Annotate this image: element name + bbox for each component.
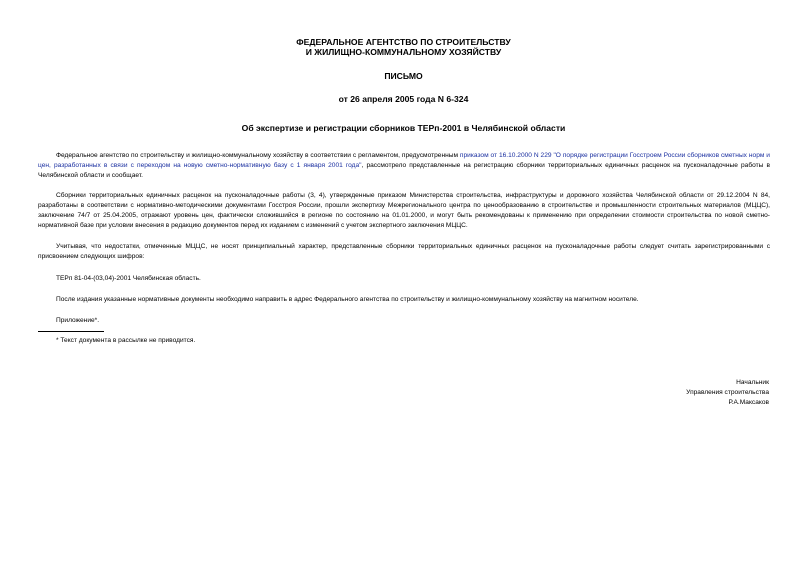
signature-position: Начальник [736, 379, 769, 386]
signature-name: Р.А.Максаков [728, 399, 769, 406]
paragraph-collections: Сборники территориальных единичных расценок на пусконаладочные работы (3, 4), утвержденные приказом Министерства строительства, инфраструктуры и дорожного хозяйства Челябинской области от 29.12.2004 N 84, разработаны в соответствии с нормативно-методическими документами Госстроя России, прошли экспертизу Межрегионального центра по ценообразованию в строительстве и промышленности строительных материалов (МЦЦС), заключение 74/7 от 25.04.2005, отражают уровень цен, фактически сложившийся в регионе по состоянию на 01.01.2000, и могут быть рекомендованы к применению при определении стоимости строительства по новой сметно-нормативной базе при условии внесения в редакцию документов перед их изданием с изменений с учетом экспертного заключения МЦЦС. [38, 192, 770, 229]
paragraph-intro-text-start: Федеральное агентство по строительству и жилищно-коммунальному хозяйству в соответствии с регламентом, предусмотренным [56, 152, 460, 159]
document-type: ПИСЬМО [384, 71, 423, 81]
paragraph-after-publication: После издания указанные нормативные документы необходимо направить в адрес Федерального агентства по строительству и жилищно-коммунальному хозяйству на магнитном носителе. [56, 296, 639, 303]
document-title: Об экспертизе и регистрации сборников ТЕРп-2001 в Челябинской области [241, 123, 566, 133]
signature-department: Управления строительства [686, 389, 769, 396]
paragraph-appendix: Приложение*. [56, 317, 100, 324]
paragraph-intro-text-end: , рассмотрело представленные на регистрацию сборники территориальных единичных расценок на пусконаладочные работы в Челябинской области и сообщает. [38, 162, 770, 179]
agency-name-line2: И ЖИЛИЩНО-КОММУНАЛЬНОМУ ХОЗЯЙСТВУ [305, 47, 502, 57]
agency-name-line1: ФЕДЕРАЛЬНОЕ АГЕНТСТВО ПО СТРОИТЕЛЬСТВУ [296, 37, 511, 47]
paragraph-registration: Учитывая, что недостатки, отмеченные МЦЦС, не носят принципиальный характер, представленные сборники территориальных единичных расценок на пусконаладочные работы следует считать зарегистрированными с присвоением следующих шифров: [38, 243, 770, 260]
paragraph-intro [38, 151, 770, 181]
document-date-number: от 26 апреля 2005 года N 6-324 [338, 94, 469, 104]
footnote-divider [38, 331, 104, 332]
order-link[interactable]: приказом от 16.10.2000 N 229 "О порядке регистрации Госстроем России сборников сметных норм и цен, разработанных в связи с переходом на новую сметно-нормативную базу с 1 января 2001 года" [38, 152, 770, 169]
paragraph-code: ТЕРп 81-04-(03,04)-2001 Челябинская область. [56, 275, 201, 282]
footnote: * Текст документа в рассылке не приводится. [56, 337, 196, 344]
